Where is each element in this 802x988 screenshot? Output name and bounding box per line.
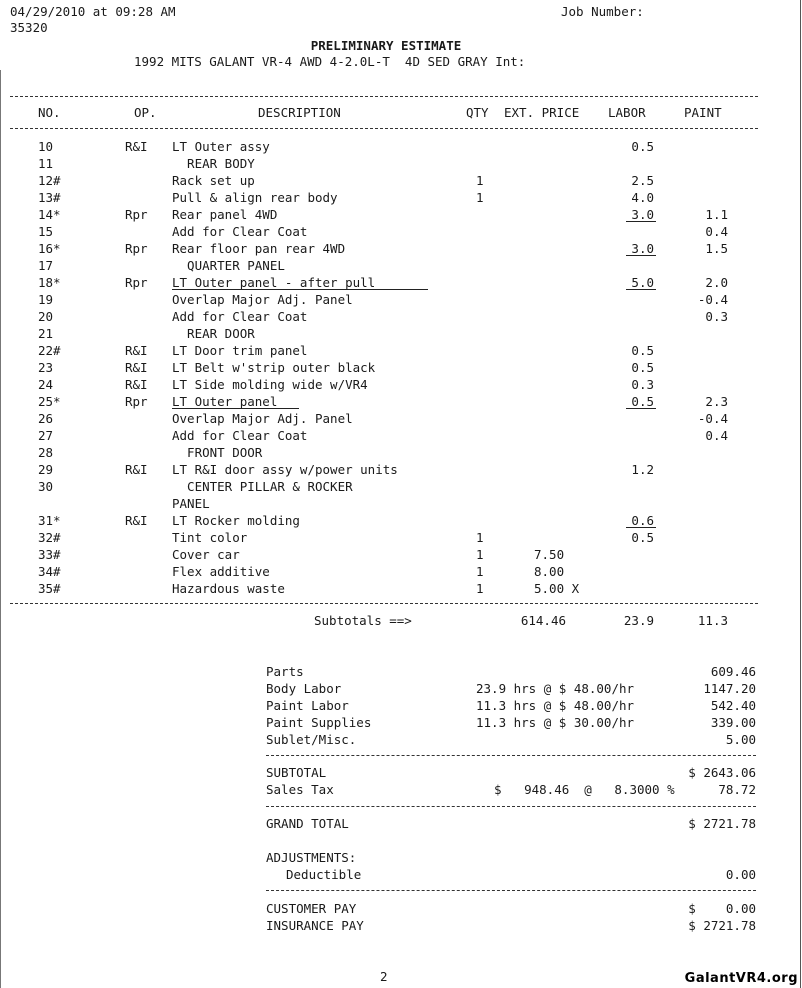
cell-desc: LT Outer assy — [172, 139, 270, 154]
cell-paint: 0.4 — [705, 428, 728, 443]
cell-desc: Pull & align rear body — [172, 190, 338, 205]
body-labor-value: 1147.20 — [703, 681, 756, 696]
cell-qty: 1 — [476, 530, 484, 545]
cell-qty: 1 — [476, 581, 484, 596]
cell-desc: Hazardous waste — [172, 581, 285, 596]
customer-pay-label: CUSTOMER PAY — [266, 901, 357, 916]
cell-no: 20 — [38, 309, 54, 324]
cell-price: 8.00 — [534, 564, 565, 579]
job-number-label: Job Number: — [561, 4, 644, 19]
sales-tax-value: 78.72 — [718, 782, 756, 797]
paint-supplies-value: 339.00 — [710, 715, 756, 730]
paint-supplies-calc: 11.3 hrs @ $ 30.00/hr — [476, 715, 635, 730]
cell-desc: PANEL — [172, 496, 210, 511]
cell-no: 21 — [38, 326, 54, 341]
divider — [10, 603, 758, 604]
cell-labor: 4.0 — [631, 190, 654, 205]
cell-no: 25* — [38, 394, 61, 409]
subtotal-value: $ 2643.06 — [688, 765, 756, 780]
col-op: OP. — [134, 105, 157, 120]
cell-no: 17 — [38, 258, 54, 273]
page-right-border — [800, 0, 801, 988]
cell-paint: -0.4 — [697, 292, 728, 307]
divider — [266, 755, 756, 756]
labor-underline — [626, 221, 656, 222]
labor-underline — [626, 255, 656, 256]
cell-no: 19 — [38, 292, 54, 307]
cell-no: 11 — [38, 156, 54, 171]
subtotals-price: 614.46 — [520, 613, 566, 628]
cell-op: R&I — [125, 139, 148, 154]
cell-desc: Flex additive — [172, 564, 270, 579]
col-qty: QTY — [466, 105, 489, 120]
paint-labor-calc: 11.3 hrs @ $ 48.00/hr — [476, 698, 635, 713]
cell-no: 32# — [38, 530, 61, 545]
parts-value: 609.46 — [710, 664, 756, 679]
cell-qty: 1 — [476, 190, 484, 205]
grand-total-value: $ 2721.78 — [688, 816, 756, 831]
cell-no: 31* — [38, 513, 61, 528]
parts-label: Parts — [266, 664, 304, 679]
cell-paint: -0.4 — [697, 411, 728, 426]
cell-no: 35# — [38, 581, 61, 596]
grand-total-label: GRAND TOTAL — [266, 816, 349, 831]
cell-labor: 3.0 — [631, 207, 654, 222]
customer-pay-value: $ 0.00 — [688, 901, 756, 916]
cell-labor: 0.6 — [631, 513, 654, 528]
divider — [266, 806, 756, 807]
cell-desc: Rear floor pan rear 4WD — [172, 241, 346, 256]
cell-desc: Tint color — [172, 530, 248, 545]
cell-no: 24 — [38, 377, 54, 392]
cell-desc: Add for Clear Coat — [172, 428, 308, 443]
sublet-value: 5.00 — [725, 732, 756, 747]
cell-op: R&I — [125, 513, 148, 528]
body-labor-calc: 23.9 hrs @ $ 48.00/hr — [476, 681, 635, 696]
cell-no: 14* — [38, 207, 61, 222]
cell-desc: QUARTER PANEL — [172, 258, 285, 273]
labor-underline — [626, 289, 656, 290]
cell-no: 16* — [38, 241, 61, 256]
cell-no: 27 — [38, 428, 54, 443]
cell-no: 33# — [38, 547, 61, 562]
cell-desc: LT Outer panel — [172, 394, 278, 409]
sublet-label: Sublet/Misc. — [266, 732, 357, 747]
cell-labor: 0.5 — [631, 530, 654, 545]
col-ext-price: EXT. PRICE — [504, 105, 580, 120]
cell-price: 5.00 X — [534, 581, 580, 596]
cell-paint: 2.3 — [705, 394, 728, 409]
body-labor-label: Body Labor — [266, 681, 342, 696]
cell-op: Rpr — [125, 207, 148, 222]
col-labor: LABOR — [608, 105, 646, 120]
cell-desc: LT Door trim panel — [172, 343, 308, 358]
col-no: NO. — [38, 105, 61, 120]
cell-paint: 1.1 — [705, 207, 728, 222]
cell-labor: 3.0 — [631, 241, 654, 256]
cell-qty: 1 — [476, 547, 484, 562]
cell-no: 15 — [38, 224, 54, 239]
cell-op: R&I — [125, 377, 148, 392]
vehicle-description: 1992 MITS GALANT VR-4 AWD 4-2.0L-T 4D SED GRAY Int: — [134, 54, 526, 69]
cell-labor: 0.3 — [631, 377, 654, 392]
page-left-border — [0, 70, 1, 988]
sales-tax-label: Sales Tax — [266, 782, 334, 797]
cell-desc: LT Side molding wide w/VR4 — [172, 377, 368, 392]
cell-desc: LT R&I door assy w/power units — [172, 462, 398, 477]
cell-desc: Add for Clear Coat — [172, 309, 308, 324]
paint-supplies-label: Paint Supplies — [266, 715, 372, 730]
report-datetime: 04/29/2010 at 09:28 AM — [10, 4, 176, 19]
cell-qty: 1 — [476, 173, 484, 188]
labor-underline — [626, 408, 656, 409]
col-description: DESCRIPTION — [258, 105, 341, 120]
cell-desc: Add for Clear Coat — [172, 224, 308, 239]
cell-desc: LT Rocker molding — [172, 513, 300, 528]
cell-no: 30 — [38, 479, 54, 494]
cell-paint: 0.4 — [705, 224, 728, 239]
cell-labor: 2.5 — [631, 173, 654, 188]
document-title: PRELIMINARY ESTIMATE — [310, 38, 462, 53]
cell-desc: Rear panel 4WD — [172, 207, 278, 222]
insurance-pay-label: INSURANCE PAY — [266, 918, 364, 933]
cell-paint: 0.3 — [705, 309, 728, 324]
labor-underline — [626, 527, 656, 528]
cell-price: 7.50 — [534, 547, 565, 562]
cell-no: 22# — [38, 343, 61, 358]
cell-op: R&I — [125, 360, 148, 375]
cell-op: Rpr — [125, 241, 148, 256]
divider — [10, 96, 758, 97]
cell-no: 34# — [38, 564, 61, 579]
cell-no: 26 — [38, 411, 54, 426]
cell-paint: 1.5 — [705, 241, 728, 256]
paint-labor-value: 542.40 — [710, 698, 756, 713]
watermark-logo: GalantVR4.org — [684, 971, 798, 986]
cell-labor: 0.5 — [631, 394, 654, 409]
insurance-pay-value: $ 2721.78 — [688, 918, 756, 933]
cell-op: Rpr — [125, 275, 148, 290]
cell-qty: 1 — [476, 564, 484, 579]
subtotals-paint: 11.3 — [697, 613, 728, 628]
cell-no: 10 — [38, 139, 54, 154]
deductible-value: 0.00 — [725, 867, 756, 882]
adjustments-label: ADJUSTMENTS: — [266, 850, 357, 865]
cell-op: R&I — [125, 343, 148, 358]
cell-desc: Overlap Major Adj. Panel — [172, 292, 353, 307]
subtotals-labor: 23.9 — [623, 613, 654, 628]
description-underline — [172, 408, 299, 409]
cell-labor: 1.2 — [631, 462, 654, 477]
divider — [10, 128, 758, 129]
cell-desc: Rack set up — [172, 173, 255, 188]
cell-labor: 0.5 — [631, 139, 654, 154]
divider — [266, 890, 756, 891]
cell-op: R&I — [125, 462, 148, 477]
cell-desc: CENTER PILLAR & ROCKER — [172, 479, 353, 494]
cell-no: 28 — [38, 445, 54, 460]
cell-labor: 0.5 — [631, 343, 654, 358]
cell-no: 18* — [38, 275, 61, 290]
job-number-value: 35320 — [10, 20, 48, 35]
subtotals-label: Subtotals ==> — [314, 613, 412, 628]
subtotal-label: SUBTOTAL — [266, 765, 327, 780]
cell-desc: REAR BODY — [172, 156, 255, 171]
cell-desc: LT Belt w'strip outer black — [172, 360, 376, 375]
cell-op: Rpr — [125, 394, 148, 409]
cell-desc: LT Outer panel - after pull — [172, 275, 376, 290]
paint-labor-label: Paint Labor — [266, 698, 349, 713]
cell-paint: 2.0 — [705, 275, 728, 290]
cell-labor: 0.5 — [631, 360, 654, 375]
cell-no: 29 — [38, 462, 54, 477]
description-underline — [172, 289, 428, 290]
deductible-label: Deductible — [286, 867, 362, 882]
cell-no: 12# — [38, 173, 61, 188]
cell-desc: Overlap Major Adj. Panel — [172, 411, 353, 426]
cell-no: 13# — [38, 190, 61, 205]
col-paint: PAINT — [684, 105, 722, 120]
cell-desc: FRONT DOOR — [172, 445, 263, 460]
cell-desc: REAR DOOR — [172, 326, 255, 341]
cell-desc: Cover car — [172, 547, 240, 562]
sales-tax-calc: $ 948.46 @ 8.3000 % — [494, 782, 675, 797]
page-number: 2 — [380, 969, 388, 984]
cell-no: 23 — [38, 360, 54, 375]
cell-labor: 5.0 — [631, 275, 654, 290]
